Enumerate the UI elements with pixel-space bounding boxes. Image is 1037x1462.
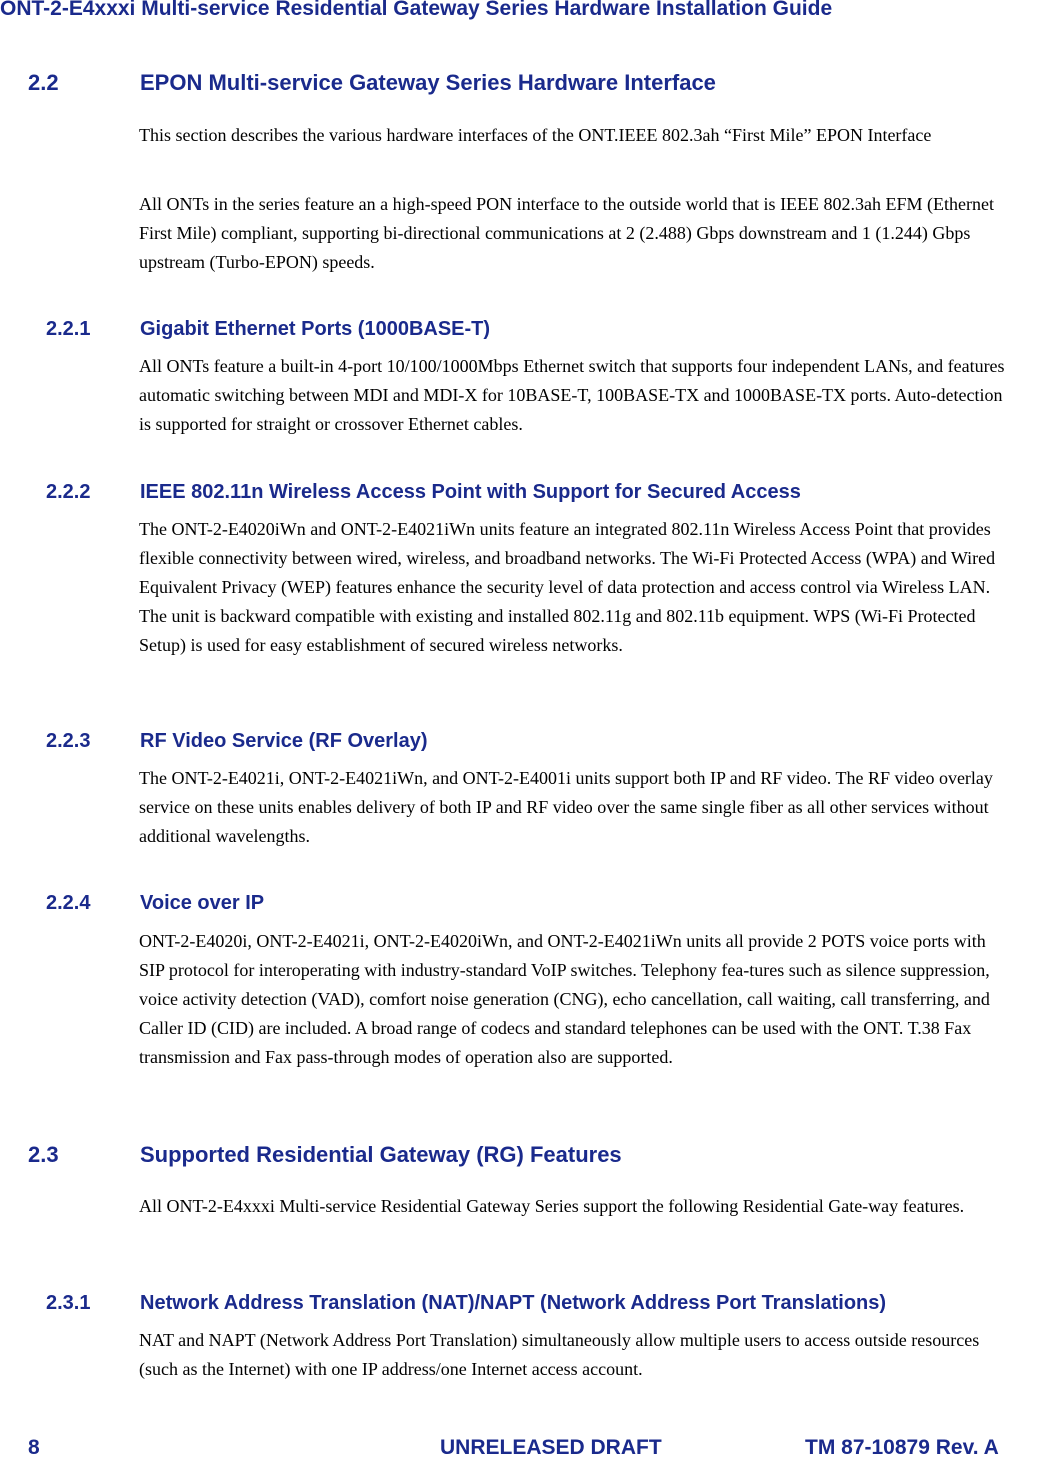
paragraph: This section describes the various hardware interfaces of the ONT.IEEE 802.3ah “First Mile” EPON Interface: [139, 125, 932, 145]
paragraph: All ONTs in the series feature an a high-speed PON interface to the outside world that is IEEE 802.3ah EFM (Ethernet First Mile) compliant, supporting bi-directional communications at 2 (2.488) Gbps downstream and 1 (1.244) Gbps upstream (Turbo-EPON) speeds.: [139, 194, 995, 272]
page-number: 8: [28, 1436, 40, 1459]
section-number: 2.2.3: [46, 730, 91, 752]
section-title: EPON Multi-service Gateway Series Hardware Interface: [140, 70, 716, 95]
paragraph: NAT and NAPT (Network Address Port Translation) simultaneously allow multiple users to access outside resources (such as the Internet) with one IP address/one Internet access account.: [139, 1330, 980, 1379]
section-title: Network Address Translation (NAT)/NAPT (Network Address Port Translations): [140, 1292, 887, 1314]
section-number: 2.3.1: [46, 1292, 91, 1314]
section-number: 2.3: [28, 1142, 59, 1167]
section-title: RF Video Service (RF Overlay): [140, 730, 428, 752]
document-id: TM 87-10879 Rev. A: [805, 1436, 999, 1459]
section-number: 2.2.4: [46, 892, 91, 914]
section-title: Voice over IP: [140, 892, 265, 914]
paragraph: All ONTs feature a built-in 4-port 10/100/1000Mbps Ethernet switch that supports four independent LANs, and features automatic switching between MDI and MDI-X for 10BASE-T, 100BASE-TX and 1000BASE-TX ports. Auto-detection is supported for straight or crossover Ethernet cables.: [139, 356, 1005, 434]
paragraph: The ONT-2-E4020iWn and ONT-2-E4021iWn units feature an integrated 802.11n Wireless Access Point that provides flexible connectivity between wired, wireless, and broadband networks. The Wi-Fi Protected Access (WPA) and Wired Equivalent Privacy (WEP) features enhance the security level of data protection and access control via Wireless LAN. The unit is backward compatible with existing and installed 802.11g and 802.11b equipment. WPS (Wi-Fi Protected Setup) is used for easy establishment of secured wireless networks.: [139, 519, 996, 655]
section-title: Gigabit Ethernet Ports (1000BASE-T): [140, 318, 491, 340]
section-number: 2.2.1: [46, 318, 91, 340]
section-number: 2.2.2: [46, 481, 91, 503]
running-header: ONT-2-E4xxxi Multi-service Residential Gateway Series Hardware Installation Guide: [0, 0, 833, 20]
section-number: 2.2: [28, 70, 59, 95]
section-title: Supported Residential Gateway (RG) Features: [140, 1142, 622, 1167]
paragraph: The ONT-2-E4021i, ONT-2-E4021iWn, and ONT-2-E4001i units support both IP and RF video. The RF video overlay service on these units enables delivery of both IP and RF video over the same single fiber as all other services without additional wavelengths.: [139, 768, 993, 846]
paragraph: All ONT-2-E4xxxi Multi-service Residential Gateway Series support the following Residential Gate-way features.: [139, 1196, 965, 1216]
paragraph: ONT-2-E4020i, ONT-2-E4021i, ONT-2-E4020iWn, and ONT-2-E4021iWn units all provide 2 POTS voice ports with SIP protocol for interoperating with industry-standard VoIP switches. Telephony fea-tures such as silence suppression, voice activity detection (VAD), comfort noise generation (CNG), echo cancellation, call waiting, call transferring, and Caller ID (CID) are included. A broad range of codecs and standard telephones can be used with the ONT. T.38 Fax transmission and Fax pass-through modes of operation also are supported.: [139, 931, 990, 1067]
draft-status: UNRELEASED DRAFT: [440, 1436, 662, 1459]
section-title: IEEE 802.11n Wireless Access Point with Support for Secured Access: [140, 481, 801, 503]
